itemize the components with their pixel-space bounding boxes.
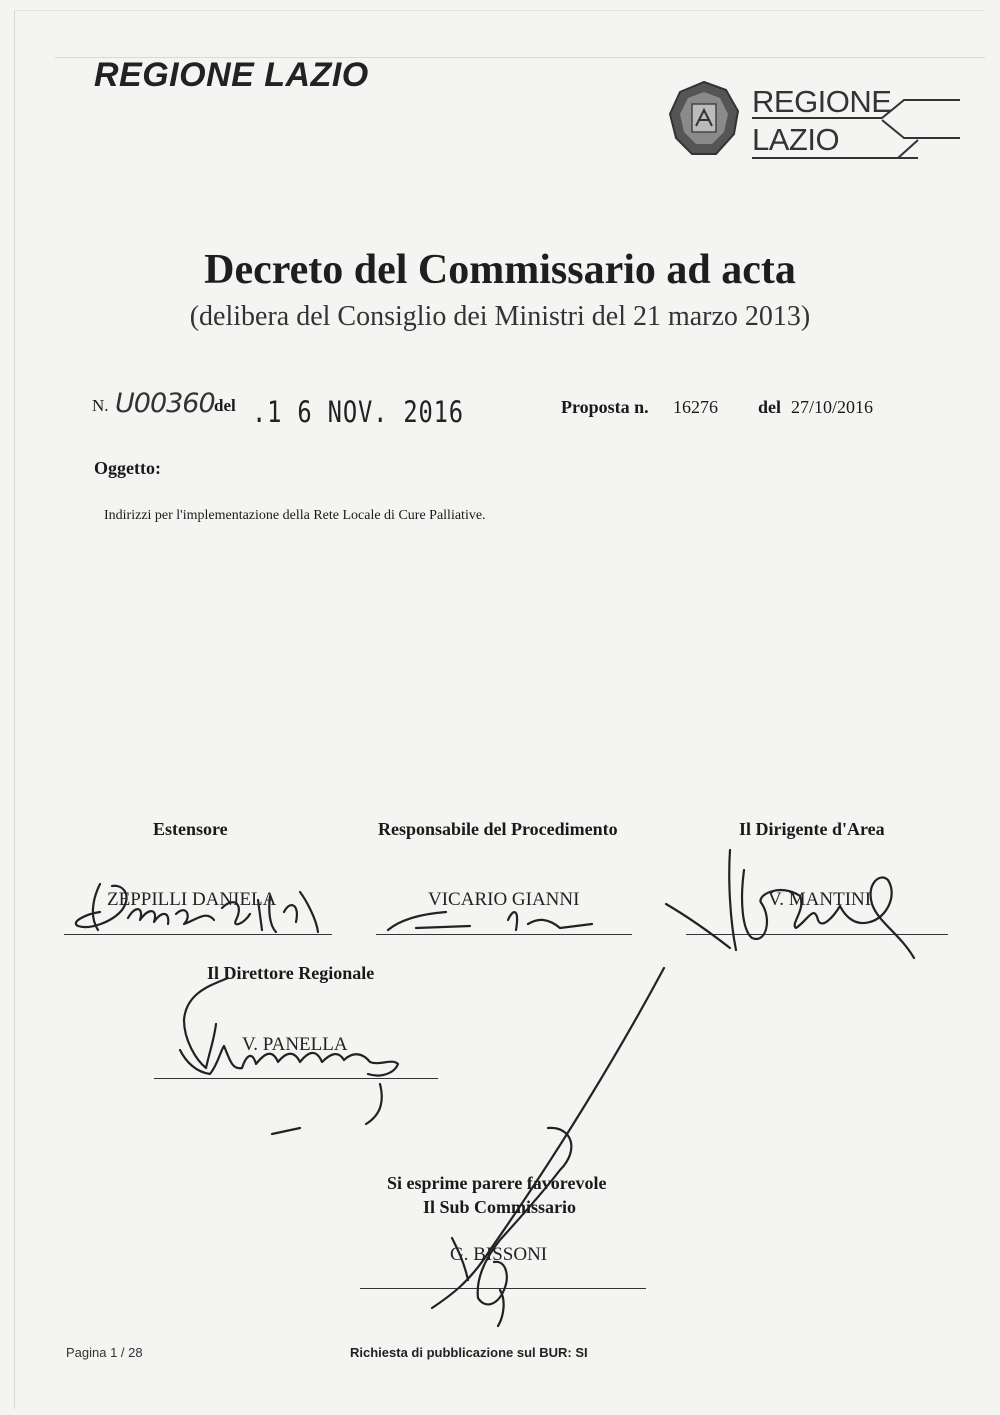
dirigente-signature-line [686,934,948,935]
footer-bur-request: Richiesta di pubblicazione sul BUR: SI [350,1345,588,1360]
regione-lazio-logo [668,80,960,162]
decree-date-stamp: .1 6 NOV. 2016 [252,395,464,429]
header-title: REGIONE LAZIO [94,56,369,94]
proposal-date: 27/10/2016 [791,397,874,417]
direttore-signature-line [154,1078,438,1079]
proposal-label: Proposta n. [561,397,649,417]
subject-text: Indirizzi per l'implementazione della Rete Locale di Cure Palliative. [104,508,486,523]
direttore-name: V. PANELLA [242,1034,348,1055]
sub-commissario-name: G. BISSONI [450,1244,548,1265]
document-title: Decreto del Commissario ad acta [204,247,796,293]
document-subtitle: (delibera del Consiglio dei Ministri del 21 marzo 2013) [189,301,811,332]
estensore-name: ZEPPILLI DANIELA [107,889,277,910]
responsabile-role: Responsabile del Procedimento [378,819,618,839]
estensore-signature-line [64,934,332,935]
sub-commissario-signature-line [360,1288,646,1289]
dirigente-name: V. MANTINI [768,889,872,910]
logo-text-lazio: LAZIO [752,122,840,157]
proposal-number: 16276 [673,397,718,417]
estensore-role: Estensore [153,819,228,839]
decree-number: U00360 [115,388,215,419]
subject-label: Oggetto: [94,458,161,478]
responsabile-signature-line [376,934,632,935]
responsabile-name: VICARIO GIANNI [428,889,580,910]
decree-del-label: del [214,396,236,415]
footer-page-number: Pagina 1 / 28 [66,1345,143,1360]
proposal-del-label: del [758,397,782,417]
logo-text-regione: REGIONE [752,84,892,119]
sub-commissario-opinion: Si esprime parere favorevole [387,1173,607,1193]
dirigente-role: Il Dirigente d'Area [739,819,885,839]
sub-commissario-role: Il Sub Commissario [423,1197,577,1217]
direttore-role: Il Direttore Regionale [207,963,375,983]
decree-number-prefix: N. [92,396,109,415]
